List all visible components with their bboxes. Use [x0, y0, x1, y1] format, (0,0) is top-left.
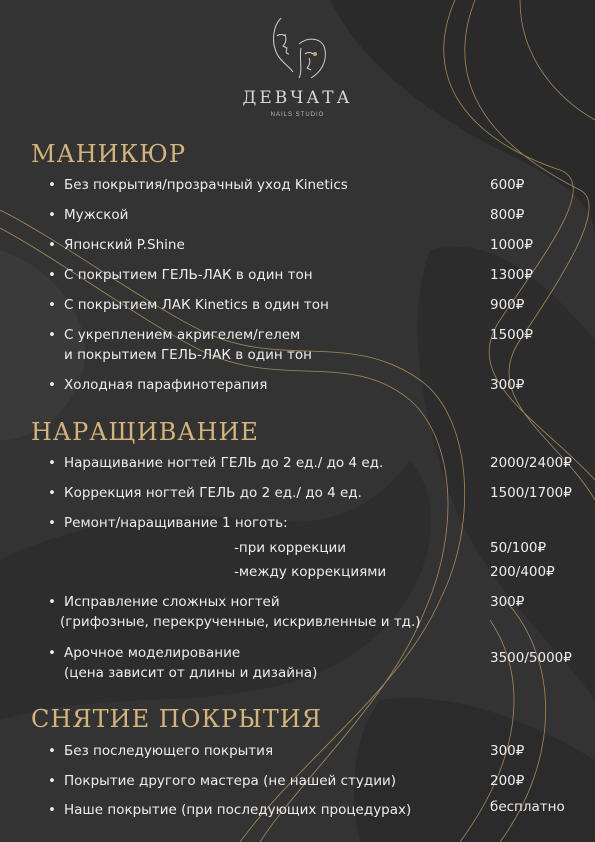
service-name-line-2: (грифозные, перекрученные, искривленные и тд.): [60, 614, 421, 630]
bullet: •: [48, 177, 56, 193]
service-price: бесплатно: [490, 799, 565, 815]
bullet: •: [48, 802, 56, 818]
bullet: •: [48, 515, 56, 531]
section-title-extensions: НАРАЩИВАНИЕ: [31, 418, 259, 446]
bullet: •: [48, 645, 56, 661]
service-name-line-2: и покрытием ГЕЛЬ-ЛАК в один тон: [64, 347, 312, 363]
service-name: Японский P.Shine: [64, 237, 185, 253]
service-price: 600₽: [490, 177, 525, 193]
service-name: Холодная парафинотерапия: [64, 377, 268, 393]
bullet: •: [48, 594, 56, 610]
service-price: 1500/1700₽: [490, 485, 572, 501]
bullet: •: [48, 327, 56, 343]
bullet: •: [48, 377, 56, 393]
service-price: 3500/5000₽: [490, 650, 572, 666]
service-name: Наращивание ногтей ГЕЛЬ до 2 ед./ до 4 ед.: [64, 455, 384, 471]
service-name: Мужской: [64, 207, 129, 223]
service-subitem-name: -между коррекциями: [234, 564, 387, 580]
service-price: 200₽: [490, 773, 525, 789]
service-price: 1300₽: [490, 267, 533, 283]
service-name: Арочное моделирование: [64, 645, 241, 661]
service-name: Без покрытия/прозрачный уход Kinetics: [64, 177, 348, 193]
studio-name: ДЕВЧАТА: [242, 88, 353, 108]
service-price: 1500₽: [490, 327, 533, 343]
bullet: •: [48, 773, 56, 789]
service-price: 900₽: [490, 297, 525, 313]
service-price: 300₽: [490, 743, 525, 759]
service-name: С укреплением акригелем/гелем: [64, 327, 301, 343]
service-name: С покрытием ГЕЛЬ-ЛАК в один тон: [64, 267, 313, 283]
service-price: 300₽: [490, 594, 525, 610]
service-price: 300₽: [490, 377, 525, 393]
bullet: •: [48, 455, 56, 471]
service-name: Без последующего покрытия: [64, 743, 274, 759]
service-name: Наше покрытие (при последующих процедурах): [64, 802, 412, 818]
bullet: •: [48, 485, 56, 501]
service-name: Ремонт/наращивание 1 ноготь:: [64, 515, 288, 531]
service-name-line-2: (цена зависит от длины и дизайна): [64, 665, 318, 681]
studio-logo: [0, 14, 595, 118]
service-price: 800₽: [490, 207, 525, 223]
bullet: •: [48, 743, 56, 759]
studio-subtitle: NAILS STUDIO: [270, 112, 325, 118]
two-faces-line-art-icon: [263, 14, 333, 80]
section-title-removal: СНЯТИЕ ПОКРЫТИЯ: [31, 705, 323, 733]
bullet: •: [48, 267, 56, 283]
service-name: С покрытием ЛАК Kinetics в один тон: [64, 297, 329, 313]
service-price: 2000/2400₽: [490, 455, 572, 471]
bullet: •: [48, 297, 56, 313]
section-title-manicure: МАНИКЮР: [31, 140, 186, 168]
bullet: •: [48, 207, 56, 223]
service-name: Покрытие другого мастера (не нашей студии): [64, 773, 397, 789]
service-price: 200/400₽: [490, 564, 555, 580]
service-name: Коррекция ногтей ГЕЛЬ до 2 ед./ до 4 ед.: [64, 485, 362, 501]
service-name: Исправление сложных ногтей: [64, 594, 280, 610]
bullet: •: [48, 237, 56, 253]
service-price: 50/100₽: [490, 540, 547, 556]
service-price: 1000₽: [490, 237, 533, 253]
service-subitem-name: -при коррекции: [234, 540, 347, 556]
